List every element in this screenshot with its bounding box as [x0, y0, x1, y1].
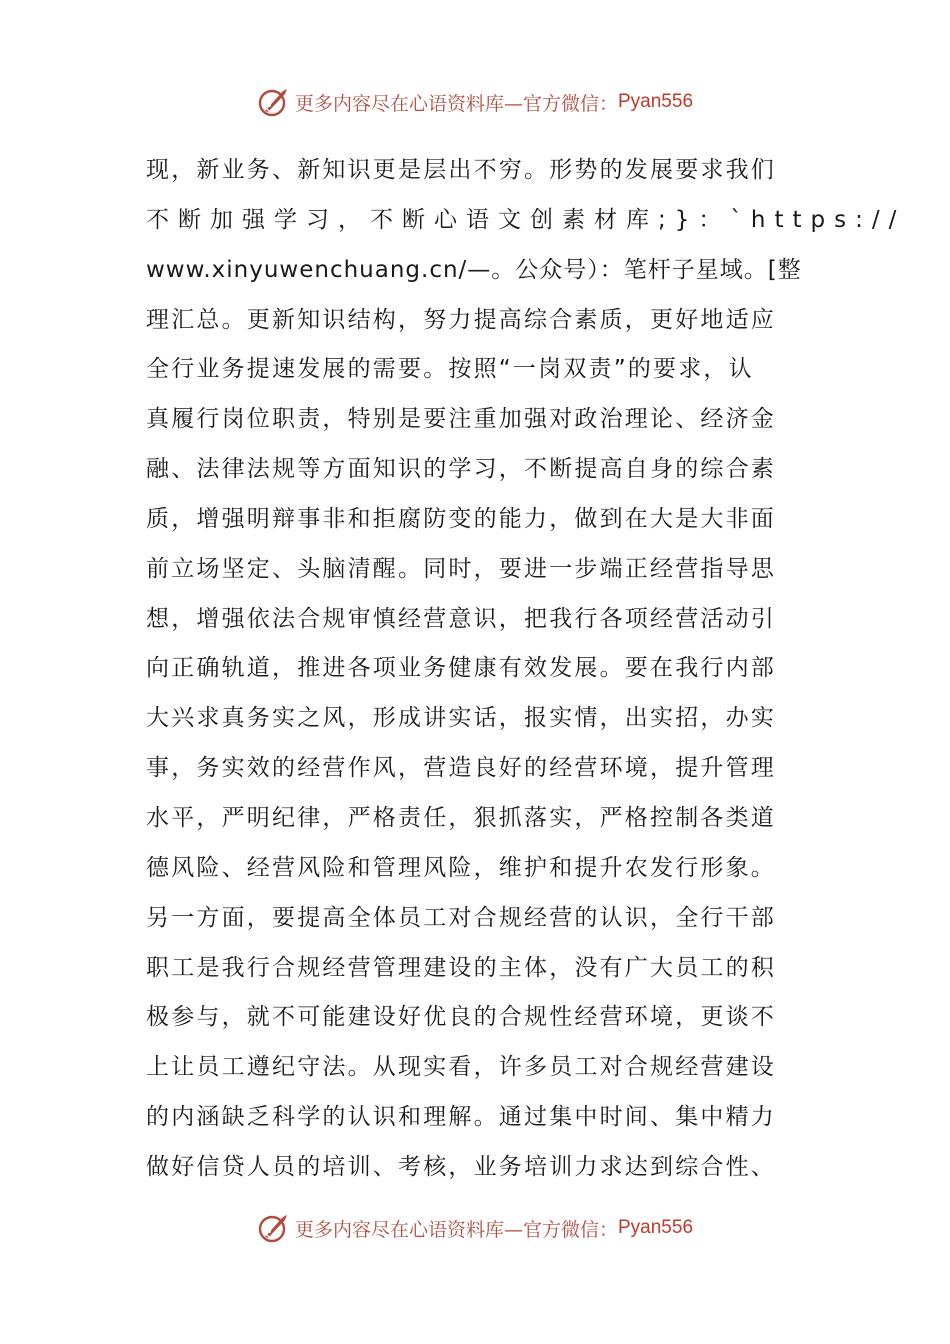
text-line: 全行业务提速发展的需要。按照“一岗双责”的要求，认	[146, 356, 754, 383]
text-line: 德风险、经营风险和管理风险，维护和提升农发行形象。	[146, 854, 776, 881]
footer-wechat-id: Pyan556	[618, 1217, 694, 1238]
text-line: 上让员工遵纪守法。从现实看，许多员工对合规经营建设	[146, 1054, 776, 1081]
text-line: 大兴求真务实之风，形成讲实话，报实情，出实招，办实	[146, 705, 776, 732]
text-line: 水平，严明纪律，严格责任，狠抓落实，严格控制各类道	[146, 804, 776, 831]
text-line: 的内涵缺乏科学的认识和理解。通过集中时间、集中精力	[146, 1104, 776, 1131]
header-wechat-id: Pyan556	[618, 91, 694, 112]
text-line: 融、法律法规等方面知识的学习，不断提高自身的综合素	[146, 456, 776, 483]
text-line: 向正确轨道，推进各项业务健康有效发展。要在我行内部	[146, 655, 776, 682]
text-line: 事，务实效的经营作风，营造良好的经营环境，提升管理	[146, 755, 776, 782]
text-line: 质，增强明辩事非和拒腐防变的能力，做到在大是大非面	[146, 505, 776, 532]
text-line: 真履行岗位职责，特别是要注重加强对政治理论、经济金	[146, 406, 776, 433]
text-line: 现，新业务、新知识更是层出不穷。形势的发展要求我们	[146, 157, 776, 183]
document-body	[146, 146, 906, 1196]
footer-text: 更多内容尽在心语资料库—官方微信：	[294, 1218, 618, 1241]
quill-pen-logo-icon	[257, 1211, 291, 1245]
text-line: 另一方面，要提高全体员工对合规经营的认识，全行干部	[146, 904, 776, 931]
text-line: 极参与，就不可能建设好优良的合规性经营环境，更谈不	[146, 1004, 776, 1031]
text-line: 理汇总。更新知识结构，努力提高综合素质，更好地适应	[146, 306, 776, 333]
header-text: 更多内容尽在心语资料库—官方微信：	[294, 92, 618, 115]
text-line: www.xinyuwenchuang.cn/—。公众号）：笔杆子星域。[整	[146, 256, 802, 283]
text-line: 前立场坚定、头脑清醒。同时，要进一步端正经营指导思	[146, 555, 776, 582]
header-banner	[0, 80, 950, 124]
text-line: 不断加强学习，不断心语文创素材库;}：`https://	[146, 206, 906, 233]
text-line: 做好信贷人员的培训、考核，业务培训力求达到综合性、	[146, 1153, 776, 1180]
text-line: 想，增强依法合规审慎经营意识，把我行各项经营活动引	[146, 605, 776, 632]
quill-pen-logo-icon	[257, 85, 291, 119]
text-line: 职工是我行合规经营管理建设的主体，没有广大员工的积	[146, 954, 776, 981]
footer-banner	[0, 1206, 950, 1250]
